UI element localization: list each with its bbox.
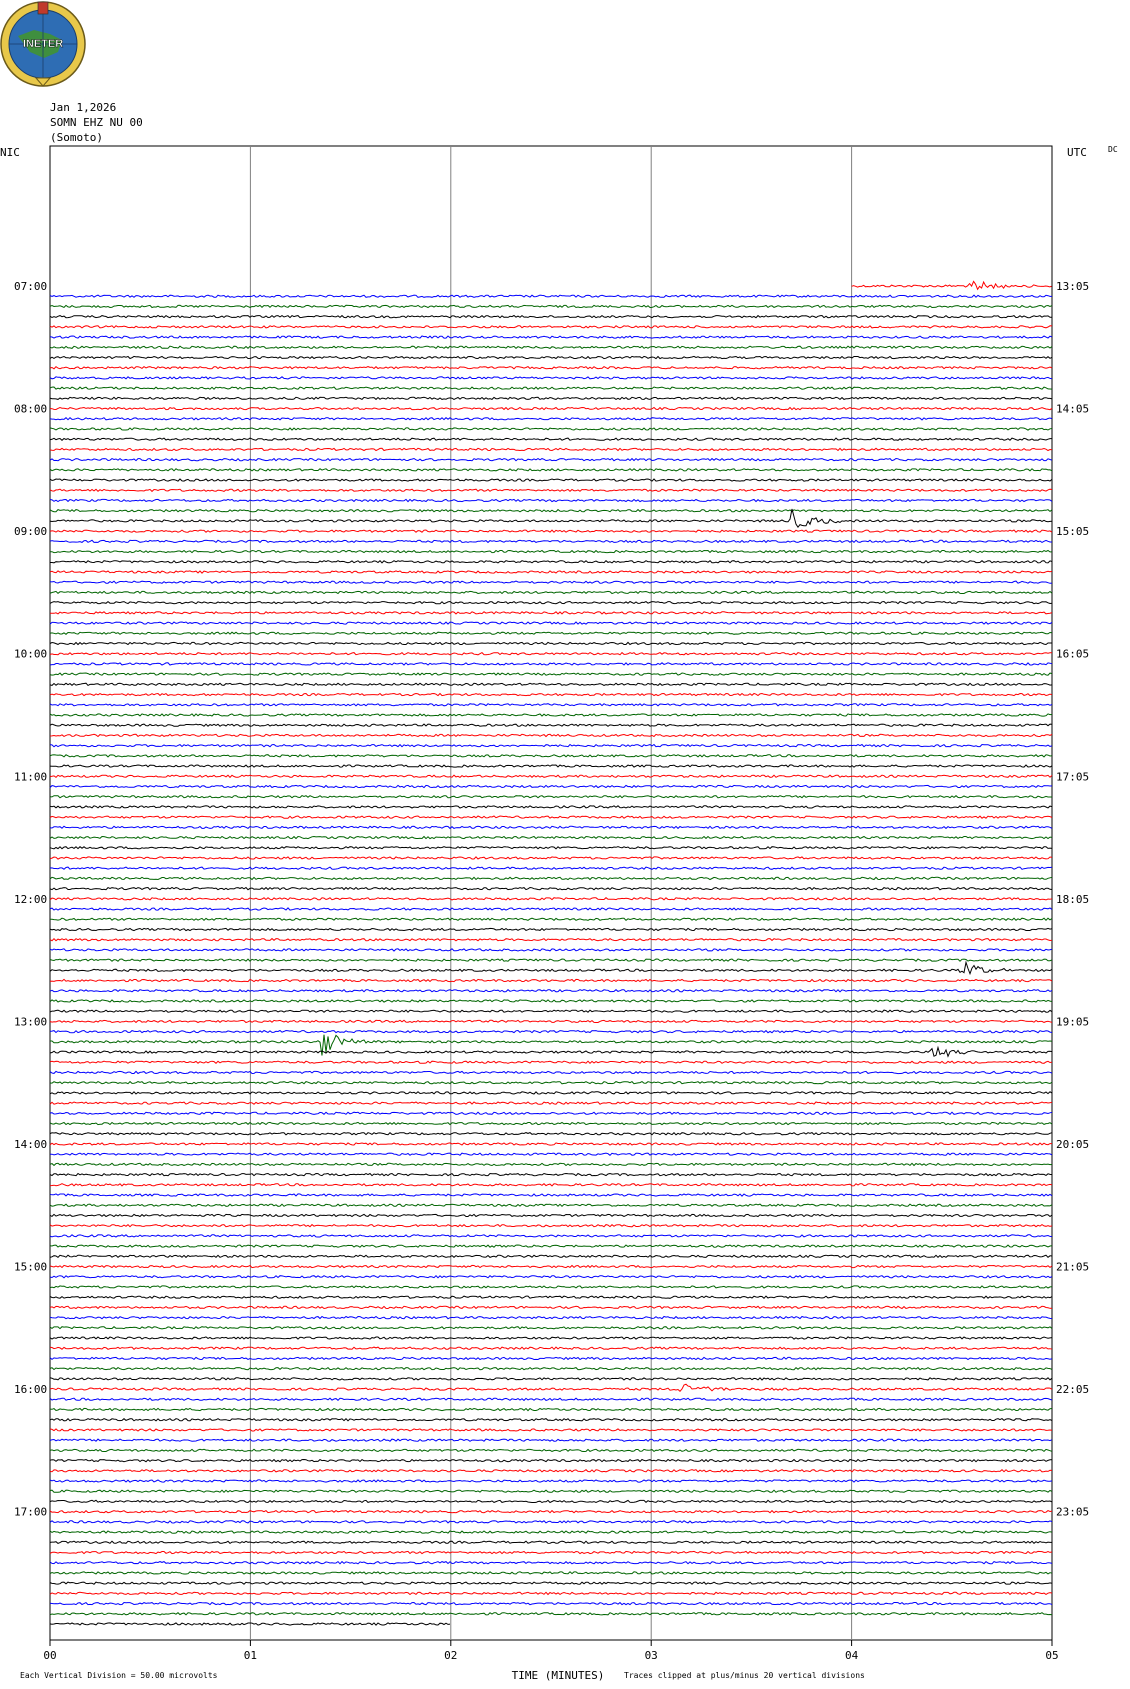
trace-1055 [50,765,1052,767]
trace-1010 [50,673,1052,675]
station-name: SOMN EHZ NU 00 [50,116,143,129]
trace-1100 [50,775,1052,777]
trace-0715 [50,316,1052,318]
trace-1525 [50,1317,1052,1319]
trace-1515 [50,1296,1052,1298]
left-timezone-label: NIC [0,146,20,159]
trace-1035 [50,724,1052,726]
trace-1740 [50,1592,1052,1594]
trace-1635 [50,1460,1052,1462]
right-time-label: 18:05 [1056,892,1090,906]
trace-0700 [852,281,1052,289]
trace-1105 [50,785,1052,787]
trace-1110 [50,796,1052,798]
trace-1045 [50,745,1052,747]
trace-1145 [50,867,1052,869]
trace-0745 [50,377,1052,379]
right-time-label: 23:05 [1056,1505,1090,1519]
left-time-label: 08:00 [14,402,48,416]
trace-1215 [50,928,1052,930]
trace-1350 [50,1122,1052,1124]
trace-1125 [50,826,1052,828]
x-axis-label: TIME (MINUTES) [511,1669,605,1682]
trace-1725 [50,1562,1052,1564]
trace-1445 [50,1235,1052,1237]
trace-1230 [50,959,1052,961]
trace-1545 [50,1357,1052,1359]
trace-1530 [50,1327,1052,1329]
trace-1205 [50,908,1052,910]
trace-0845 [50,499,1052,501]
right-time-label: 14:05 [1056,402,1090,416]
trace-0850 [50,510,1052,512]
corner-tag: DC [1108,145,1118,154]
trace-1340 [50,1102,1052,1104]
trace-1750 [50,1613,1052,1615]
trace-1700 [50,1511,1052,1513]
trace-1115 [50,806,1052,808]
trace-1550 [50,1368,1052,1370]
trace-0720 [50,326,1052,328]
trace-1050 [50,755,1052,757]
trace-1120 [50,816,1052,818]
x-tick-label: 00 [43,1649,57,1662]
trace-0805 [50,418,1052,420]
trace-0840 [50,489,1052,491]
trace-1235 [50,962,1052,973]
trace-1130 [50,837,1052,839]
trace-1150 [50,877,1052,879]
trace-0910 [50,551,1052,553]
left-time-label: 17:00 [14,1505,48,1519]
trace-0855 [50,509,1052,527]
trace-1505 [50,1276,1052,1278]
x-tick-label: 04 [844,1649,859,1662]
plot-frame [50,146,1052,1640]
trace-0705 [50,295,1052,297]
trace-1710 [50,1531,1052,1533]
left-time-label: 07:00 [14,280,48,293]
x-tick-label: 03 [644,1649,658,1662]
trace-1535 [50,1337,1052,1339]
trace-0930 [50,591,1052,593]
trace-1450 [50,1245,1052,1247]
trace-1345 [50,1112,1052,1114]
trace-0820 [50,448,1052,450]
trace-1020 [50,694,1052,696]
trace-1135 [50,847,1052,849]
trace-0945 [50,622,1052,624]
trace-0810 [50,428,1052,430]
trace-1240 [50,979,1052,981]
trace-1245 [50,990,1052,992]
trace-1650 [50,1490,1052,1492]
trace-0755 [50,397,1052,399]
trace-1430 [50,1204,1052,1206]
x-tick-label: 05 [1045,1649,1059,1662]
trace-1645 [50,1480,1052,1482]
right-time-label: 16:05 [1056,647,1090,661]
trace-1510 [50,1286,1052,1288]
trace-0900 [50,530,1052,532]
trace-0920 [50,571,1052,573]
right-time-label: 19:05 [1056,1015,1090,1029]
trace-1730 [50,1572,1052,1574]
trace-0950 [50,632,1052,634]
trace-1410 [50,1163,1052,1165]
trace-0815 [50,438,1052,440]
right-time-label: 21:05 [1056,1260,1090,1274]
x-tick-label: 02 [444,1649,458,1662]
trace-1030 [50,714,1052,716]
trace-1325 [50,1071,1052,1073]
trace-1300 [50,1020,1052,1022]
trace-1320 [50,1061,1052,1063]
left-time-label: 16:00 [14,1383,48,1397]
trace-1705 [50,1521,1052,1523]
trace-0935 [50,602,1052,604]
trace-0835 [50,479,1052,481]
trace-0710 [50,305,1052,307]
clip-note: Traces clipped at plus/minus 20 vertical divisions [624,1671,865,1680]
trace-1715 [50,1541,1052,1543]
trace-1745 [50,1603,1052,1605]
x-tick-label: 01 [243,1649,258,1662]
trace-1335 [50,1092,1052,1094]
trace-1600 [50,1384,1052,1391]
scale-note: Each Vertical Division = 50.00 microvolts [20,1671,218,1680]
trace-1040 [50,734,1052,736]
trace-1425 [50,1194,1052,1196]
trace-1440 [50,1225,1052,1227]
trace-1720 [50,1551,1052,1553]
trace-0740 [50,367,1052,369]
trace-0735 [50,356,1052,358]
right-time-label: 13:05 [1056,280,1090,293]
left-time-label: 09:00 [14,525,48,539]
trace-1005 [50,663,1052,665]
station-location: (Somoto) [50,131,103,144]
trace-1610 [50,1408,1052,1410]
trace-0730 [50,346,1052,348]
trace-1640 [50,1470,1052,1472]
trace-1000 [50,653,1052,655]
trace-1140 [50,857,1052,859]
trace-1305 [50,1031,1052,1033]
trace-1500 [50,1265,1052,1267]
trace-1400 [50,1143,1052,1145]
left-time-label: 13:00 [14,1015,48,1029]
trace-1355 [50,1133,1052,1135]
trace-1735 [50,1582,1052,1584]
trace-0825 [50,459,1052,461]
trace-0955 [50,642,1052,644]
trace-1435 [50,1214,1052,1216]
trace-1200 [50,898,1052,900]
trace-1210 [50,918,1052,920]
trace-1540 [50,1347,1052,1349]
trace-1025 [50,704,1052,706]
right-time-label: 22:05 [1056,1383,1090,1397]
left-time-label: 10:00 [14,647,48,661]
trace-0925 [50,581,1052,583]
trace-1315 [50,1048,1052,1057]
trace-1405 [50,1153,1052,1155]
trace-1605 [50,1398,1052,1400]
trace-1015 [50,683,1052,685]
trace-1155 [50,888,1052,890]
left-time-label: 11:00 [14,770,48,784]
trace-0725 [50,336,1052,338]
right-time-label: 15:05 [1056,525,1090,539]
trace-1655 [50,1500,1052,1502]
trace-1455 [50,1255,1052,1257]
trace-0915 [50,561,1052,563]
right-timezone-label: UTC [1067,146,1087,159]
trace-1220 [50,939,1052,941]
record-date: Jan 1,2026 [50,101,117,114]
trace-1625 [50,1439,1052,1441]
trace-0905 [50,540,1052,542]
trace-1420 [50,1184,1052,1186]
trace-1415 [50,1174,1052,1176]
right-time-label: 20:05 [1056,1137,1090,1151]
left-time-label: 15:00 [14,1260,48,1274]
trace-0800 [50,408,1052,410]
left-time-label: 12:00 [14,892,48,906]
trace-1615 [50,1419,1052,1421]
trace-1630 [50,1449,1052,1451]
trace-1520 [50,1306,1052,1308]
svg-text:INETER: INETER [22,38,64,50]
right-time-label: 17:05 [1056,770,1090,784]
trace-1555 [50,1378,1052,1380]
trace-1255 [50,1010,1052,1012]
trace-1620 [50,1429,1052,1431]
trace-1225 [50,949,1052,951]
trace-1250 [50,1000,1052,1002]
trace-1330 [50,1082,1052,1084]
trace-0750 [50,387,1052,389]
left-time-label: 14:00 [14,1137,48,1151]
trace-0940 [50,612,1052,614]
trace-0830 [50,469,1052,471]
